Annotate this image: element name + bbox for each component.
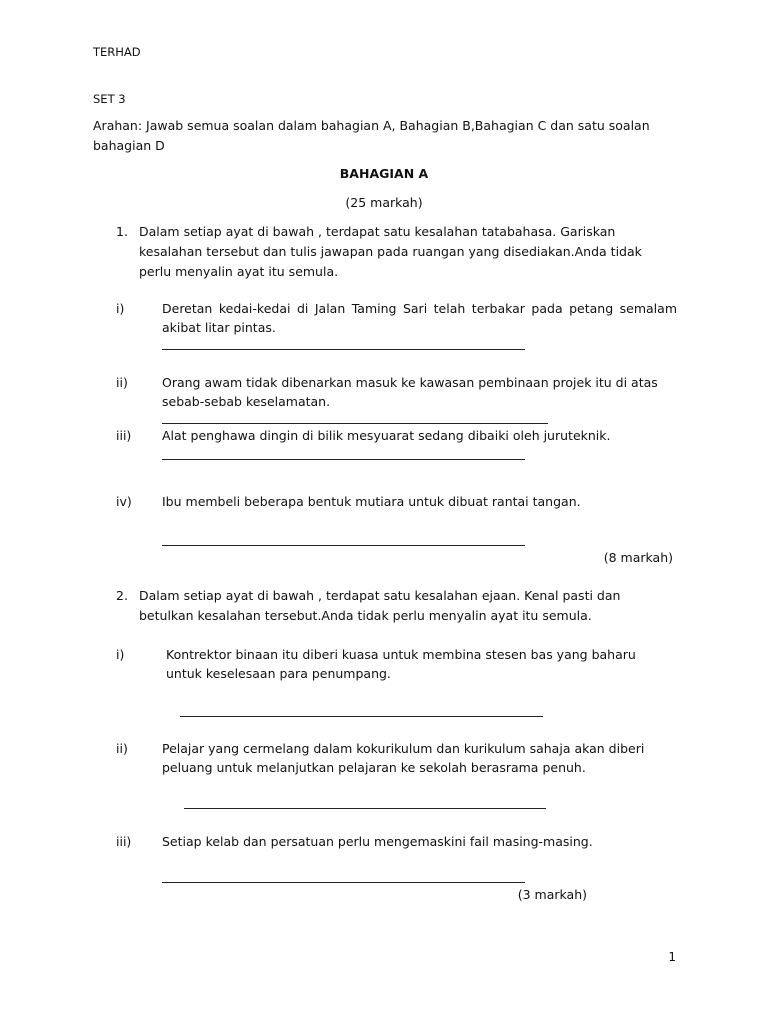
question-1-number: 1. [116,224,128,239]
instructions: Arahan: Jawab semua soalan dalam bahagian A, Bahagian B,Bahagian C dan satu soalan bahagian D [93,118,650,153]
answer-line[interactable] [180,716,543,717]
question-1-marks: (8 markah) [603,550,673,565]
question-1-item-text: Alat penghawa dingin di bilik mesyuarat sedang dibaiki oleh juruteknik. [162,428,611,443]
question-2-item-text: Kontrektor binaan itu diberi kuasa untuk membina stesen bas yang baharu untuk keselesaan para penumpang. [166,647,636,681]
question-1-item-text: Orang awam tidak dibenarkan masuk ke kawasan pembinaan projek itu di atas sebab-sebab keselamatan. [162,375,658,409]
question-1-item-label: iii) [116,428,132,443]
question-1-item-label: ii) [116,375,128,390]
section-title: BAHAGIAN A [339,166,429,181]
answer-line[interactable] [162,882,525,883]
question-2-item-text: Pelajar yang cermelang dalam kokurikulum dan kurikulum sahaja akan diberi peluang untuk melanjutkan pelajaran ke sekolah berasrama penuh. [162,741,645,775]
section-marks: (25 markah) [345,195,423,210]
question-1-prompt: Dalam setiap ayat di bawah , terdapat satu kesalahan tatabahasa. Gariskan kesalahan tersebut dan tulis jawapan pada ruangan yang disediakan.Anda tidak perlu menyalin ayat itu semula. [139,224,642,279]
question-1-item-label: i) [116,301,125,316]
question-1-item-text: Ibu membeli beberapa bentuk mutiara untuk dibuat rantai tangan. [162,494,581,509]
question-2-marks: (3 markah) [517,887,587,902]
answer-line[interactable] [184,808,546,809]
answer-line[interactable] [162,423,548,424]
classification-label: TERHAD [93,45,141,59]
question-2-item-label: iii) [116,834,132,849]
question-2-item-text: Setiap kelab dan persatuan perlu mengemaskini fail masing-masing. [162,834,593,849]
set-label: SET 3 [93,92,126,106]
question-1-item-label: iv) [116,494,132,509]
question-2-prompt: Dalam setiap ayat di bawah , terdapat satu kesalahan ejaan. Kenal pasti dan betulkan kesalahan tersebut.Anda tidak perlu menyalin ayat itu semula. [139,588,621,623]
answer-line[interactable] [162,459,525,460]
question-2-number: 2. [116,588,128,603]
question-2-item-label: ii) [116,741,128,756]
page-number: 1 [668,950,676,964]
answer-line[interactable] [162,545,525,546]
question-1-item-text: Deretan kedai-kedai di Jalan Taming Sari telah terbakar pada petang semalam akibat litar pintas. [162,301,677,335]
answer-line[interactable] [162,349,525,350]
question-2-item-label: i) [116,647,125,662]
